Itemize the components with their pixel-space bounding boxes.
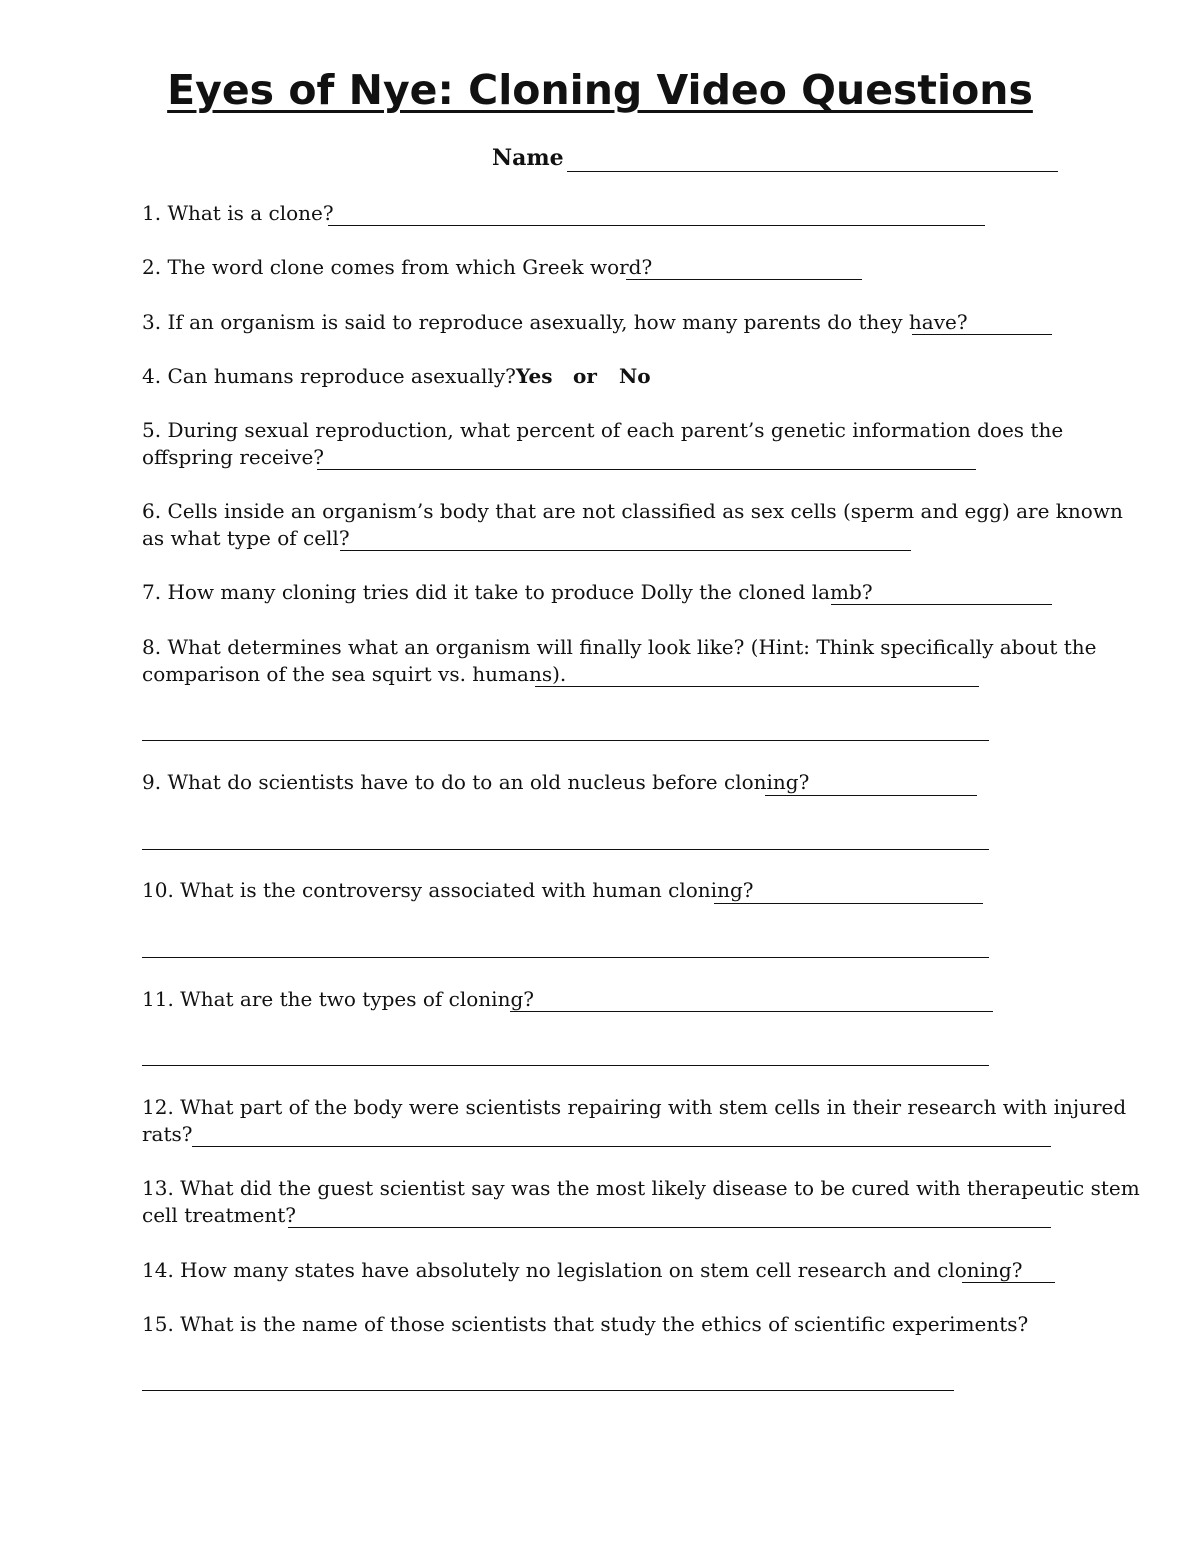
question-4: 4. Can humans reproduce asexually? <box>142 364 516 388</box>
question-3: 3. If an organism is said to reproduce asexually, how many parents do they have? <box>142 310 968 334</box>
question-6-line-2: as what type of cell? <box>142 526 350 550</box>
question-12-line-2: rats? <box>142 1122 193 1146</box>
question-7: 7. How many cloning tries did it take to produce Dolly the cloned lamb? <box>142 580 873 604</box>
yes-option[interactable]: Yes <box>516 364 553 388</box>
question-6-line-1: 6. Cells inside an organism’s body that are not classified as sex cells (sperm and egg) are known <box>142 499 1123 523</box>
name-answer-line[interactable] <box>567 171 1058 172</box>
question-13-line-1: 13. What did the guest scientist say was the most likely disease to be cured with therapeutic stem <box>142 1176 1140 1200</box>
question-1: 1. What is a clone? <box>142 201 334 225</box>
answer-line-13[interactable] <box>288 1227 1051 1228</box>
question-10: 10. What is the controversy associated with human cloning? <box>142 878 754 902</box>
question-9: 9. What do scientists have to do to an old nucleus before cloning? <box>142 770 810 794</box>
answer-line-8b[interactable] <box>142 740 989 741</box>
answer-line-1[interactable] <box>328 225 985 226</box>
page-title: Eyes of Nye: Cloning Video Questions <box>167 66 1033 114</box>
or-label: or <box>573 364 597 388</box>
no-option[interactable]: No <box>619 364 651 388</box>
answer-line-11a[interactable] <box>510 1011 993 1012</box>
question-13-line-2: cell treatment? <box>142 1203 297 1227</box>
answer-line-7[interactable] <box>831 604 1052 605</box>
answer-line-10a[interactable] <box>714 903 983 904</box>
answer-line-12[interactable] <box>192 1146 1051 1147</box>
question-5-line-1: 5. During sexual reproduction, what percent of each parent’s genetic information does the <box>142 418 1064 442</box>
answer-line-11b[interactable] <box>142 1065 989 1066</box>
question-2: 2. The word clone comes from which Greek word? <box>142 255 653 279</box>
answer-line-5[interactable] <box>317 469 976 470</box>
answer-line-3[interactable] <box>912 334 1052 335</box>
answer-line-6[interactable] <box>340 550 911 551</box>
question-5-line-2: offspring receive? <box>142 445 325 469</box>
answer-line-8a[interactable] <box>535 686 979 687</box>
question-15: 15. What is the name of those scientists that study the ethics of scientific experiments? <box>142 1312 1029 1336</box>
question-8-line-1: 8. What determines what an organism will finally look like? (Hint: Think specifically about the <box>142 635 1097 659</box>
answer-line-10b[interactable] <box>142 957 989 958</box>
name-label: Name <box>492 145 564 171</box>
question-14: 14. How many states have absolutely no legislation on stem cell research and cloning? <box>142 1258 1023 1282</box>
question-12-line-1: 12. What part of the body were scientists repairing with stem cells in their research with injured <box>142 1095 1127 1119</box>
answer-line-9b[interactable] <box>142 849 989 850</box>
question-8-line-2: comparison of the sea squirt vs. humans). <box>142 662 567 686</box>
answer-line-9a[interactable] <box>765 795 977 796</box>
answer-line-15[interactable] <box>142 1390 954 1391</box>
answer-line-2[interactable] <box>626 279 862 280</box>
question-11: 11. What are the two types of cloning? <box>142 987 534 1011</box>
answer-line-14[interactable] <box>962 1282 1055 1283</box>
